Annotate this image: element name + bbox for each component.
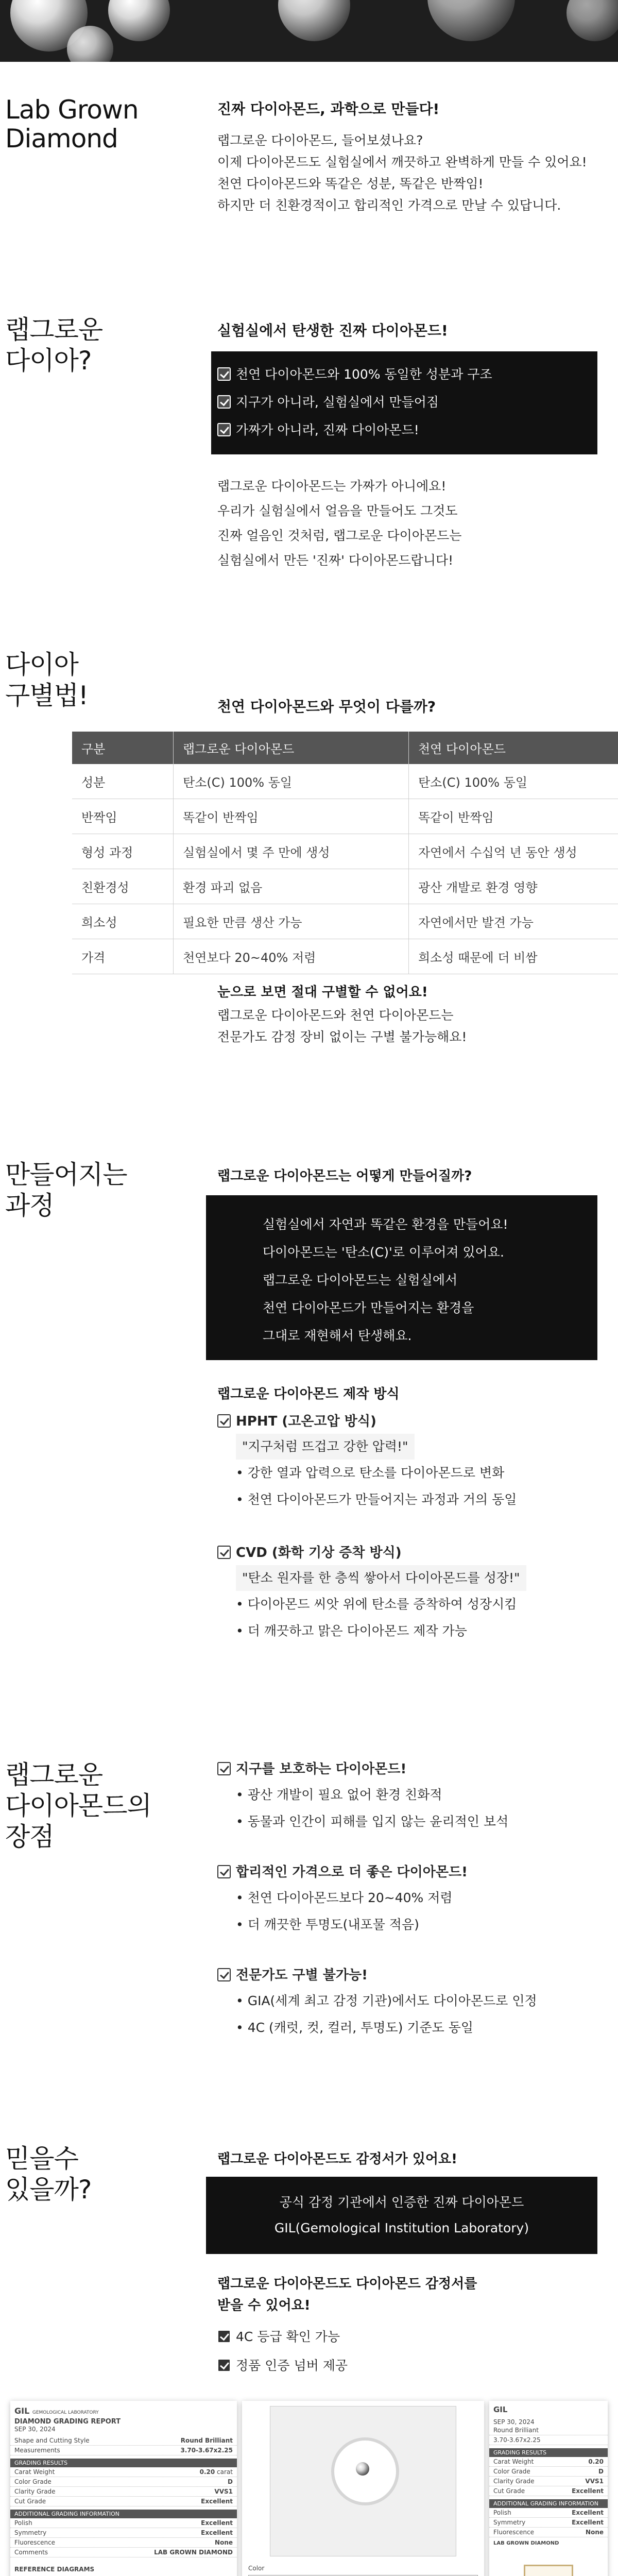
trust-heading: 랩그로운 다이아몬드도 감정서가 있어요! bbox=[217, 2151, 457, 2167]
table-cell: 광산 개발로 환경 영향 bbox=[409, 869, 618, 904]
table-header-row bbox=[72, 732, 618, 764]
title-line: 다이아몬드의 bbox=[5, 1791, 151, 1821]
cert-label: Comments bbox=[14, 2549, 48, 2556]
method-title bbox=[217, 1540, 609, 1565]
bullet-item: • 강한 열과 압력으로 탄소를 다이아몬드로 변화 bbox=[236, 1460, 609, 1486]
cert-value: 0.20 bbox=[199, 2468, 215, 2476]
section-title-what bbox=[5, 314, 102, 376]
cert-label: Carat Weight bbox=[14, 2468, 55, 2476]
section-title-merits bbox=[5, 1759, 151, 1852]
check-item bbox=[217, 388, 591, 416]
bullet-item: • 광산 개발이 필요 없어 환경 친화적 bbox=[236, 1782, 609, 1808]
check-item bbox=[217, 2351, 348, 2380]
cert-label: Polish bbox=[493, 2509, 511, 2516]
cert-row bbox=[10, 2487, 237, 2497]
check-label: 4C 등급 확인 가능 bbox=[236, 2329, 340, 2344]
cert-lab-name: GIL bbox=[493, 2405, 508, 2414]
certificate-card-right bbox=[489, 2401, 608, 2576]
cert-report-title: DIAMOND GRADING REPORT bbox=[14, 2418, 121, 2426]
cert-value: None bbox=[215, 2539, 233, 2546]
checkbox-icon bbox=[217, 1414, 231, 1428]
comparison-table bbox=[72, 732, 618, 974]
merit-item bbox=[217, 1757, 609, 1835]
bullet-item: • 더 깨끗하고 맑은 다이아몬드 제작 가능 bbox=[236, 1618, 609, 1645]
text-line: 랩그로운 다이아몬드도 다이아몬드 감정서를 bbox=[217, 2276, 477, 2292]
bullet-item: • 더 깨끗한 투명도(내포물 적음) bbox=[236, 1911, 609, 1938]
text-line: 랩그로운 다이아몬드는 실험실에서 bbox=[263, 1273, 458, 1287]
title-line: 랩그로운 bbox=[5, 315, 103, 345]
table-cell: 천연보다 20~40% 저렴 bbox=[174, 939, 409, 974]
cert-band: GRADING RESULTS bbox=[10, 2459, 237, 2467]
bullet-item: • 천연 다이아몬드가 만들어지는 과정과 거의 동일 bbox=[236, 1486, 609, 1513]
bullet-item: • 4C (캐럿, 컷, 컬러, 투명도) 기준도 동일 bbox=[236, 2014, 609, 2041]
certificate-report-left bbox=[10, 2401, 237, 2576]
cert-value: Excellent bbox=[201, 2529, 233, 2536]
text-line: 실험실에서 자연과 똑같은 환경을 만들어요! bbox=[263, 1217, 508, 1232]
cert-label: Measurements bbox=[14, 2447, 60, 2454]
checkbox-icon bbox=[217, 2359, 231, 2372]
check-label: 지구가 아니라, 실험실에서 만들어짐 bbox=[236, 395, 439, 410]
title-line: 믿을수 bbox=[5, 2144, 78, 2174]
bullet-item: • 천연 다이아몬드보다 20~40% 저렴 bbox=[236, 1885, 609, 1911]
cert-row bbox=[489, 2426, 608, 2435]
table-cell: 자연에서 수십억 년 동안 생성 bbox=[409, 834, 618, 869]
cert-value: Excellent bbox=[572, 2487, 604, 2495]
check-item bbox=[217, 416, 591, 444]
cert-row bbox=[10, 2538, 237, 2548]
trust-checks bbox=[217, 2323, 348, 2380]
text-line: 랩그로운 다이아몬드는 가짜가 아니에요! bbox=[217, 479, 447, 494]
method-quote: "탄소 원자를 한 층씩 쌓아서 다이아몬드를 성장!" bbox=[236, 1565, 526, 1591]
cert-date: SEP 30, 2024 bbox=[493, 2418, 535, 2426]
column-header: 천연 다이아몬드 bbox=[409, 732, 618, 764]
check-label: 정품 인증 넘버 제공 bbox=[236, 2358, 348, 2373]
bullet-item: • GIA(세계 최고 감정 기관)에서도 다이아몬드로 인정 bbox=[236, 1988, 609, 2014]
table-cell: 환경 파괴 없음 bbox=[174, 869, 409, 904]
cert-value: VVS1 bbox=[585, 2478, 604, 2485]
bullet-item: • 동물과 인간이 피해를 입지 않는 윤리적인 보석 bbox=[236, 1808, 609, 1835]
table-cell: 똑같이 반짝임 bbox=[409, 799, 618, 834]
what-heading: 실험실에서 탄생한 진짜 다이아몬드! bbox=[217, 322, 448, 339]
checkbox-icon bbox=[217, 1546, 231, 1559]
checkbox-icon bbox=[217, 1865, 231, 1878]
cert-row bbox=[10, 2477, 237, 2487]
table-cell: 성분 bbox=[72, 764, 174, 799]
cert-label: Symmetry bbox=[493, 2519, 526, 2526]
table-cell: 희소성 bbox=[72, 904, 174, 939]
cert-row bbox=[489, 2528, 608, 2537]
diamond-image bbox=[356, 2462, 369, 2476]
table-row bbox=[72, 904, 618, 939]
cert-row bbox=[489, 2518, 608, 2528]
cert-value: Excellent bbox=[572, 2519, 604, 2526]
cert-value: 3.70-3.67x2.25 bbox=[180, 2447, 233, 2454]
text-line: 랩그로운 다이아몬드, 들어보셨나요? bbox=[217, 133, 423, 148]
cert-row bbox=[489, 2508, 608, 2518]
text-line: GIL(Gemological Institution Laboratory) bbox=[274, 2221, 529, 2235]
text-line: 하지만 더 친환경적이고 합리적인 가격으로 만날 수 있답니다. bbox=[217, 198, 561, 213]
cert-row bbox=[10, 2518, 237, 2528]
merit-heading bbox=[217, 1963, 609, 1988]
section-title-process bbox=[5, 1159, 127, 1221]
cert-label: Fluorescence bbox=[493, 2529, 535, 2536]
cert-label: Polish bbox=[14, 2519, 32, 2527]
table-cell: 친환경성 bbox=[72, 869, 174, 904]
diamond-image bbox=[278, 0, 350, 41]
cert-label: Color Grade bbox=[493, 2468, 530, 2475]
table-row bbox=[72, 869, 618, 904]
hero-banner bbox=[0, 0, 618, 62]
method-title bbox=[217, 1409, 609, 1434]
title-line: 과정 bbox=[5, 1191, 54, 1221]
cert-row bbox=[10, 2467, 237, 2477]
cert-date: SEP 30, 2024 bbox=[14, 2426, 56, 2433]
table-row bbox=[72, 834, 618, 869]
text-line: 전문가도 감정 장비 없이는 구별 불가능해요! bbox=[217, 1029, 467, 1044]
table-row bbox=[72, 799, 618, 834]
cert-row bbox=[10, 2446, 237, 2455]
cert-lab bbox=[10, 2401, 237, 2418]
check-label: 가짜가 아니라, 진짜 다이아몬드! bbox=[236, 422, 419, 437]
text-line: 공식 감정 기관에서 인증한 진짜 다이아몬드 bbox=[279, 2195, 524, 2210]
process-heading: 랩그로운 다이아몬드는 어떻게 만들어질까? bbox=[217, 1168, 472, 1184]
cert-label: Carat Weight bbox=[493, 2458, 534, 2465]
compare-note-text bbox=[217, 1005, 467, 1048]
cert-row bbox=[489, 2435, 608, 2445]
hologram-icon bbox=[524, 2565, 573, 2576]
title-line: Diamond bbox=[5, 124, 118, 154]
title-line: 다이아 bbox=[5, 650, 78, 680]
diamond-image bbox=[108, 0, 170, 41]
text-line: 그대로 재현해서 탄생해요. bbox=[263, 1328, 412, 1343]
table-row bbox=[72, 939, 618, 974]
cert-unit: carat bbox=[217, 2468, 233, 2476]
cert-reference-label: REFERENCE DIAGRAMS bbox=[14, 2566, 95, 2573]
merit-item bbox=[217, 1963, 609, 2041]
cert-label: Clarity Grade bbox=[14, 2488, 56, 2495]
section-title-intro bbox=[5, 95, 139, 153]
method-hphp bbox=[217, 1409, 609, 1513]
text-line: 천연 다이아몬드와 똑같은 성분, 똑같은 반짝임! bbox=[217, 176, 484, 191]
cert-band: ADDITIONAL GRADING INFORMATION bbox=[489, 2499, 608, 2508]
cert-value: Excellent bbox=[572, 2509, 604, 2516]
cert-label: Symmetry bbox=[14, 2529, 47, 2536]
cert-value: LAB GROWN DIAMOND bbox=[154, 2549, 233, 2556]
table-cell: 똑같이 반짝임 bbox=[174, 799, 409, 834]
title-line: 장점 bbox=[5, 1822, 54, 1852]
table-cell: 필요한 만큼 생산 가능 bbox=[174, 904, 409, 939]
process-box bbox=[206, 1195, 597, 1360]
cert-value: Round Brilliant bbox=[180, 2437, 233, 2444]
cert-value: 0.20 bbox=[588, 2458, 604, 2465]
bullet-item: • 다이아몬드 씨앗 위에 탄소를 증착하여 성장시킴 bbox=[236, 1591, 609, 1618]
cert-lab-sub: GEMOLOGICAL LABORATORY bbox=[32, 2410, 99, 2415]
cert-row bbox=[10, 2548, 237, 2557]
title-line: 다이아? bbox=[5, 346, 92, 376]
cert-band: ADDITIONAL GRADING INFORMATION bbox=[10, 2510, 237, 2518]
compare-heading: 천연 다이아몬드와 무엇이 다를까? bbox=[217, 698, 436, 715]
title-line: 구별법! bbox=[5, 681, 88, 710]
text-line: 천연 다이아몬드가 만들어지는 환경을 bbox=[263, 1300, 474, 1315]
table-cell: 희소성 때문에 더 비쌈 bbox=[409, 939, 618, 974]
merit-heading-text: 전문가도 구별 불가능! bbox=[236, 1968, 368, 1983]
cert-label: Shape and Cutting Style bbox=[14, 2437, 90, 2444]
cert-value: Round Brilliant bbox=[493, 2427, 539, 2434]
table-cell: 탄소(C) 100% 동일 bbox=[409, 764, 618, 799]
cert-value: Excellent bbox=[201, 2519, 233, 2527]
checkbox-icon bbox=[217, 1968, 231, 1981]
intro-text bbox=[217, 130, 587, 216]
title-line: Lab Grown bbox=[5, 95, 139, 125]
title-line: 있을까? bbox=[5, 2175, 92, 2205]
cert-row bbox=[10, 2528, 237, 2538]
title-line: 만들어지는 bbox=[5, 1160, 127, 1190]
checkbox-icon bbox=[217, 1762, 231, 1775]
merit-item bbox=[217, 1860, 609, 1938]
cert-row bbox=[10, 2436, 237, 2446]
certificate-card-center bbox=[242, 2401, 484, 2576]
section-title-trust bbox=[5, 2143, 91, 2205]
what-text bbox=[217, 474, 461, 573]
table-cell: 자연에서만 발견 가능 bbox=[409, 904, 618, 939]
section-title-compare bbox=[5, 649, 88, 711]
text-line: 이제 다이아몬드도 실험실에서 깨끗하고 완벽하게 만들 수 있어요! bbox=[217, 155, 587, 170]
scale-label: Color bbox=[248, 2565, 265, 2572]
cert-label: Cut Grade bbox=[493, 2487, 525, 2495]
cert-row bbox=[10, 2497, 237, 2506]
check-item bbox=[217, 2323, 348, 2351]
diamond-holder bbox=[270, 2406, 456, 2556]
what-check-box bbox=[211, 351, 597, 454]
trust-heading-2 bbox=[217, 2273, 477, 2316]
cert-label: Clarity Grade bbox=[493, 2478, 535, 2485]
diamond-image bbox=[566, 0, 618, 41]
method-name: CVD (화학 기상 증착 방식) bbox=[236, 1545, 402, 1561]
table-cell: 형성 과정 bbox=[72, 834, 174, 869]
text-line: 실험실에서 만든 '진짜' 다이아몬드랍니다! bbox=[217, 553, 454, 568]
cert-lab-name: GIL bbox=[14, 2406, 30, 2416]
method-name: HPHT (고온고압 방식) bbox=[236, 1414, 376, 1429]
text-line: 랩그로운 다이아몬드와 천연 다이아몬드는 bbox=[217, 1008, 454, 1023]
cert-value: None bbox=[586, 2529, 604, 2536]
merit-heading bbox=[217, 1860, 609, 1885]
diamond-image bbox=[427, 0, 515, 41]
text-line: 진짜 얼음인 것처럼, 랩그로운 다이아몬드는 bbox=[217, 528, 462, 543]
cert-row bbox=[489, 2467, 608, 2477]
cert-value: LAB GROWN DIAMOND bbox=[493, 2540, 559, 2546]
merit-heading-text: 지구를 보호하는 다이아몬드! bbox=[236, 1761, 407, 1777]
cert-value: VVS1 bbox=[214, 2488, 233, 2495]
merit-heading bbox=[217, 1757, 609, 1782]
table-cell: 탄소(C) 100% 동일 bbox=[174, 764, 409, 799]
trust-box bbox=[206, 2177, 597, 2254]
checkbox-icon bbox=[217, 423, 231, 436]
table-cell: 실험실에서 몇 주 만에 생성 bbox=[174, 834, 409, 869]
intro-heading: 진짜 다이아몬드, 과학으로 만들다! bbox=[217, 100, 440, 117]
compare-note-heading: 눈으로 보면 절대 구별할 수 없어요! bbox=[217, 985, 428, 1000]
checkbox-icon bbox=[217, 395, 231, 409]
cert-label: Cut Grade bbox=[14, 2498, 46, 2505]
cert-value: Excellent bbox=[201, 2498, 233, 2505]
cert-label: Color Grade bbox=[14, 2478, 52, 2485]
cert-row bbox=[489, 2457, 608, 2467]
check-item bbox=[217, 361, 591, 388]
checkbox-icon bbox=[217, 2330, 231, 2343]
merit-heading-text: 합리적인 가격으로 더 좋은 다이아몬드! bbox=[236, 1865, 468, 1880]
method-heading: 랩그로운 다이아몬드 제작 방식 bbox=[217, 1386, 400, 1402]
text-line: 받을 수 있어요! bbox=[217, 2298, 311, 2313]
checkbox-icon bbox=[217, 367, 231, 381]
cert-row bbox=[489, 2486, 608, 2496]
cert-value: D bbox=[598, 2468, 604, 2475]
cert-label: Fluorescence bbox=[14, 2539, 56, 2546]
method-cvd bbox=[217, 1540, 609, 1645]
text-line: 우리가 실험실에서 얼음을 만들어도 그것도 bbox=[217, 503, 458, 518]
table-cell: 가격 bbox=[72, 939, 174, 974]
cert-row bbox=[489, 2477, 608, 2486]
check-label: 천연 다이아몬드와 100% 동일한 성분과 구조 bbox=[236, 367, 492, 382]
table-row bbox=[72, 764, 618, 799]
title-line: 랩그로운 bbox=[5, 1760, 103, 1790]
text-line: 다이아몬드는 '탄소(C)'로 이루어져 있어요. bbox=[263, 1245, 504, 1260]
column-header: 랩그로운 다이아몬드 bbox=[174, 732, 409, 764]
table-cell: 반짝임 bbox=[72, 799, 174, 834]
cert-value: D bbox=[228, 2478, 233, 2485]
column-header: 구분 bbox=[72, 732, 174, 764]
cert-value: 3.70-3.67x2.25 bbox=[493, 2436, 541, 2444]
cert-band: GRADING RESULTS bbox=[489, 2448, 608, 2457]
method-quote: "지구처럼 뜨겁고 강한 압력!" bbox=[236, 1434, 415, 1460]
